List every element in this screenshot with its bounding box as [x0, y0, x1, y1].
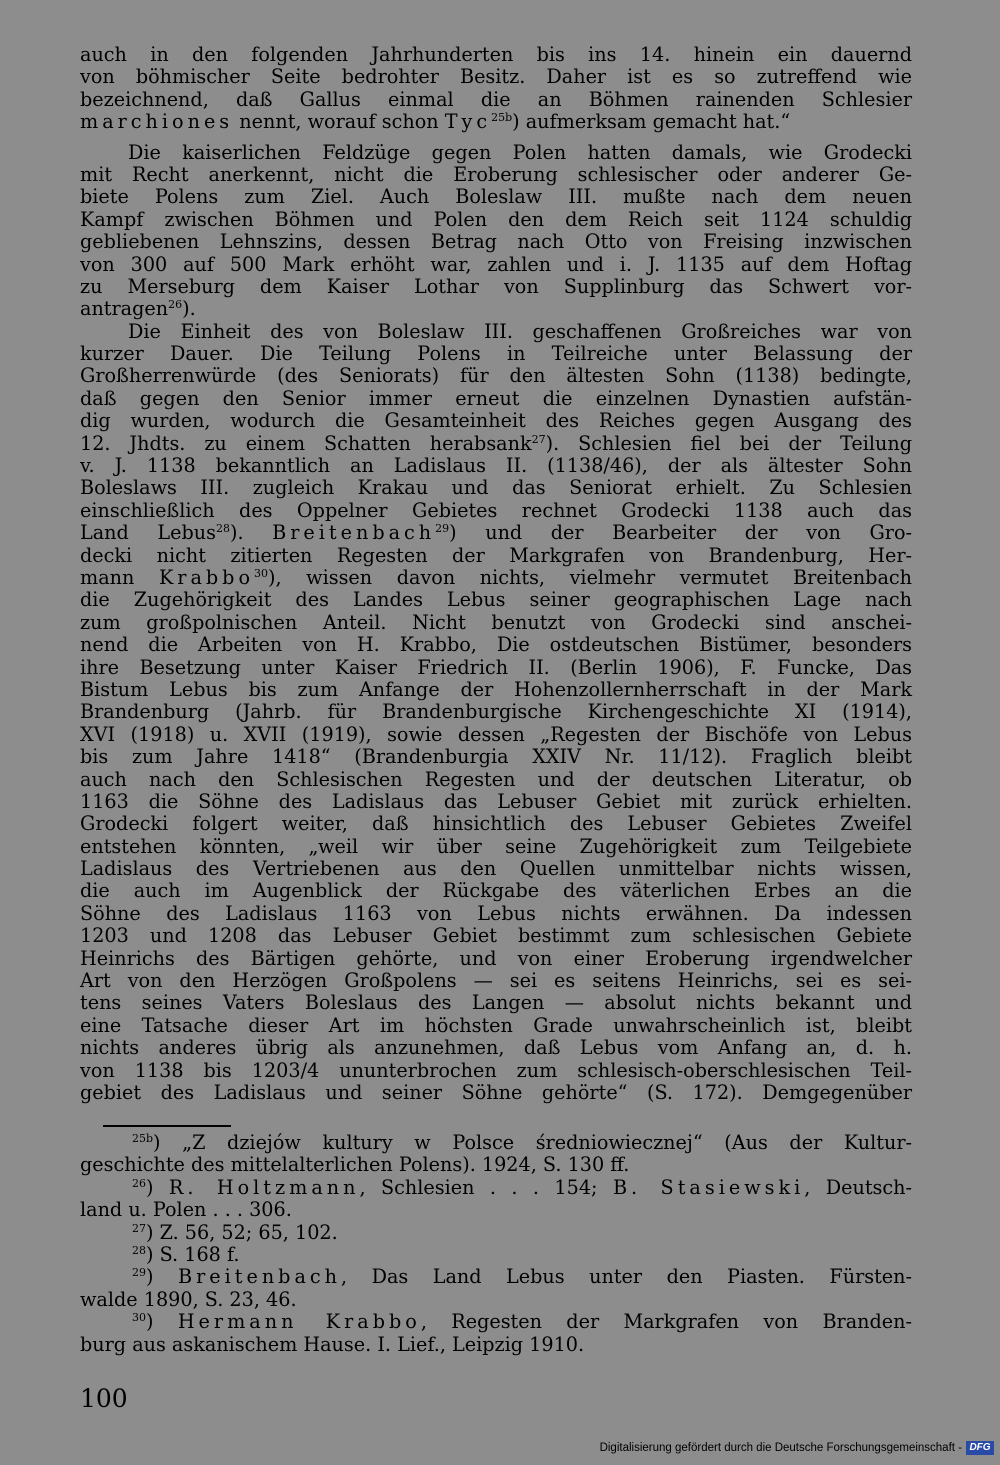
text-run: ): [146, 1175, 169, 1199]
footnote-ref: 25b: [491, 111, 513, 125]
author-name: R. Holtzmann: [168, 1175, 360, 1199]
text-line: [80, 111, 912, 133]
text-line: bezeichnend, daß Gallus einmal die an Böhmen rainenden Schlesier: [80, 87, 912, 111]
text-run: , Das Land Lebus unter den Piasten. Fürsten-: [341, 1265, 912, 1289]
text-run: ): [146, 1310, 178, 1334]
text-line: [80, 1266, 912, 1288]
text-line: von böhmischer Seite bedrohter Besitz. Daher ist es so zutreffend wie: [80, 65, 912, 89]
text-line: Bistum Lebus bis zum Anfange der Hohenzollernherrschaft in der Mark: [80, 677, 912, 701]
text-line: [80, 433, 912, 455]
text-run: antragen: [80, 297, 169, 321]
text-line: nichts anderes übrig als anzunehmen, daß Lebus vom Anfang an, d. h.: [80, 1036, 912, 1060]
text-line: zu Merseburg dem Kaiser Lothar von Supplinburg das Schwert vor-: [80, 274, 912, 298]
page-number: 100: [80, 1384, 128, 1413]
text-line: geschichte des mittelalterlichen Polens). 1924, S. 130 ff.: [80, 1153, 630, 1177]
footnote-ref: 28: [215, 522, 230, 536]
text-run: ) „Z dziejów kultury w Polsce średniowiecznej“ (Aus der Kultur-: [153, 1131, 912, 1154]
text-line: land u. Polen . . . 306.: [80, 1198, 292, 1222]
text-run: , Schlesien . . . 154;: [359, 1175, 613, 1199]
text-line: dig wurden, wodurch die Gesamteinheit des Reiches gegen Ausgang des: [80, 409, 912, 433]
text-line: [80, 522, 912, 544]
text-run: nennt, worauf schon: [233, 110, 445, 134]
text-line: tens seines Vaters Boleslaus des Langen — absolut nichts bekannt und: [80, 991, 912, 1015]
text-line: gebliebenen Lehnszins, dessen Betrag nach Otto von Freising inzwischen: [80, 230, 912, 254]
footnote-divider: [103, 1125, 231, 1127]
text-line: Art von den Herzögen Großpolens — sei es seitens Heinrichs, sei es sei-: [80, 969, 912, 993]
author-name: Tyc: [444, 110, 492, 134]
text-line: [80, 1222, 912, 1244]
text-line: Großherrenwürde (des Seniorats) für den ältesten Sohn (1138) bedingte,: [80, 364, 912, 388]
text-line: decki nicht zitierten Regesten der Markgrafen von Brandenburg, Her-: [80, 543, 912, 567]
footnote-25b: [80, 1132, 912, 1177]
text-run: ) S. 168 f.: [146, 1242, 240, 1266]
footnote-mark: 26: [132, 1176, 146, 1190]
text-line: biete Polens zum Ziel. Auch Boleslaw III. mußte nach dem neuen: [80, 185, 912, 209]
text-line: 1163 die Söhne des Ladislaus das Lebuser Gebiet mit zurück erhielten.: [80, 789, 912, 813]
footnote-28: [80, 1244, 912, 1266]
author-name: B. Stasiewski: [612, 1175, 805, 1199]
footnote-mark: 27: [132, 1221, 146, 1235]
text-run: ) und der Bearbeiter der von Gro-: [449, 521, 913, 545]
text-line: [80, 567, 912, 589]
footnote-mark: 30: [132, 1311, 146, 1325]
text-run: ), wissen davon nichts, vielmehr vermutet Breitenbach: [268, 565, 912, 589]
text-line: Söhne des Ladislaus 1163 von Lebus nichts erwähnen. Da indessen: [80, 901, 912, 925]
author-name: Breitenbach: [272, 521, 436, 545]
text-line: 1203 und 1208 das Lebuser Gebiet bestimmt zum schlesischen Gebiete: [80, 924, 912, 948]
text-line: gebiet des Ladislaus und seiner Söhne gehörte“ (S. 172). Demgegenüber: [80, 1080, 912, 1104]
text-run: ) Z. 56, 52; 65, 102.: [146, 1220, 338, 1244]
footnote-ref: 27: [531, 432, 546, 446]
footnote-30: [80, 1311, 912, 1356]
main-text: [80, 44, 912, 1104]
text-run: ) aufmerksam gemacht hat.“: [512, 110, 791, 134]
text-run: , Regesten der Markgrafen von Branden-: [420, 1310, 912, 1334]
text-line: burg aus askanischem Hause. I. Lief., Leipzig 1910.: [80, 1332, 585, 1356]
text-line: Heinrichs des Bärtigen gehörte, und von einer Eroberung irgendwelcher: [80, 946, 912, 970]
text-run: mann: [80, 565, 159, 589]
footnote-29: [80, 1266, 912, 1311]
text-line: daß gegen den Senior immer erneut die einzelnen Dynastien aufstän-: [80, 386, 912, 410]
text-line: Die kaiserlichen Feldzüge gegen Polen hatten damals, wie Grodecki: [128, 140, 912, 164]
text-line: ihre Besetzung unter Kaiser Friedrich II. (Berlin 1906), F. Funcke, Das: [80, 655, 912, 679]
text-line: [80, 1177, 912, 1199]
text-line: walde 1890, S. 23, 46.: [80, 1287, 297, 1311]
text-line: [80, 1311, 912, 1333]
spaced-term: marchiones: [80, 110, 234, 134]
text-line: [80, 298, 912, 320]
text-line: die Zugehörigkeit des Landes Lebus seiner geographischen Lage nach: [80, 588, 912, 612]
text-line: Ladislaus des Vertriebenen aus den Quellen unmittelbar nichts wissen,: [80, 857, 912, 881]
text-line: zum großpolnischen Anteil. Nicht benutzt von Grodecki sind anschei-: [80, 610, 912, 634]
text-line: Grodecki folgert weiter, daß hinsichtlich des Lebuser Gebietes Zweifel: [80, 812, 912, 836]
text-line: [80, 1244, 912, 1266]
author-name: Hermann Krabbo: [177, 1310, 421, 1334]
text-line: von 300 auf 500 Mark erhöht war, zahlen und i. J. 1135 auf dem Hoftag: [80, 252, 912, 276]
text-line: nend die Arbeiten von H. Krabbo, Die ostdeutschen Bistümer, besonders: [80, 633, 912, 657]
text-run: ). Schlesien fiel bei der Teilung: [545, 431, 912, 455]
footnote-ref: 26: [168, 298, 183, 312]
text-run: ): [146, 1265, 178, 1289]
text-line: von 1138 bis 1203/4 ununterbrochen zum schlesisch-oberschlesischen Teil-: [80, 1058, 912, 1082]
footnote-mark: 28: [132, 1243, 146, 1257]
text-run: 12. Jhdts. zu einem Schatten herabsank: [80, 431, 532, 455]
text-run: ).: [182, 297, 196, 321]
text-line: entstehen könnten, „weil wir über seine Zugehörigkeit zum Teilgebiete: [80, 834, 912, 858]
author-name: Breitenbach: [177, 1265, 341, 1289]
text-line: kurzer Dauer. Die Teilung Polens in Teilreiche unter Belassung der: [80, 342, 912, 366]
footnote-mark: 25b: [132, 1132, 154, 1145]
text-run: ).: [229, 521, 273, 545]
text-line: die auch im Augenblick der Rückgabe des väterlichen Erbes an die: [80, 879, 912, 903]
footnote-ref: 29: [435, 522, 450, 536]
text-line: eine Tatsache dieser Art im höchsten Grade unwahrscheinlich ist, bleibt: [80, 1013, 912, 1037]
author-name: Krabbo: [158, 565, 255, 589]
footnote-ref: 30: [254, 566, 269, 580]
text-line: [80, 1132, 912, 1154]
text-run: , Deutsch-: [804, 1175, 912, 1199]
digitization-credit: Digitalisierung gefördert durch die Deutsche Forschungsgemeinschaft -: [599, 1442, 962, 1454]
text-line: auch in den folgenden Jahrhunderten bis ins 14. hinein ein dauernd: [80, 43, 912, 66]
text-line: bis zum Jahre 1418“ (Brandenburgia XXIV Nr. 11/12). Fraglich bleibt: [80, 745, 912, 769]
text-run: Land Lebus: [80, 521, 216, 545]
text-line: Brandenburg (Jahrb. für Brandenburgische Kirchengeschichte XI (1914),: [80, 700, 912, 724]
text-line: XVI (1918) u. XVII (1919), sowie dessen „Regesten der Bischöfe von Lebus: [80, 722, 912, 746]
text-line: einschließlich des Oppelner Gebietes rechnet Grodecki 1138 auch das: [80, 498, 912, 522]
footnote-26: [80, 1177, 912, 1222]
footnotes: [80, 1132, 912, 1356]
footnote-27: [80, 1222, 912, 1244]
footnote-mark: 29: [132, 1266, 146, 1280]
text-line: mit Recht anerkennt, nicht die Eroberung schlesischer oder anderer Ge-: [80, 162, 912, 186]
text-line: Boleslaws III. zugleich Krakau und das Seniorat erhielt. Zu Schlesien: [80, 476, 912, 500]
text-line: Kampf zwischen Böhmen und Polen den dem Reich seit 1124 schuldig: [80, 207, 912, 231]
dfg-logo: DFG: [966, 1441, 994, 1455]
text-line: auch nach den Schlesischen Regesten und der deutschen Literatur, ob: [80, 767, 912, 791]
text-line: Die Einheit des von Boleslaw III. geschaffenen Großreiches war von: [128, 319, 912, 343]
text-line: v. J. 1138 bekanntlich an Ladislaus II. (1138/46), der als ältester Sohn: [80, 454, 912, 478]
